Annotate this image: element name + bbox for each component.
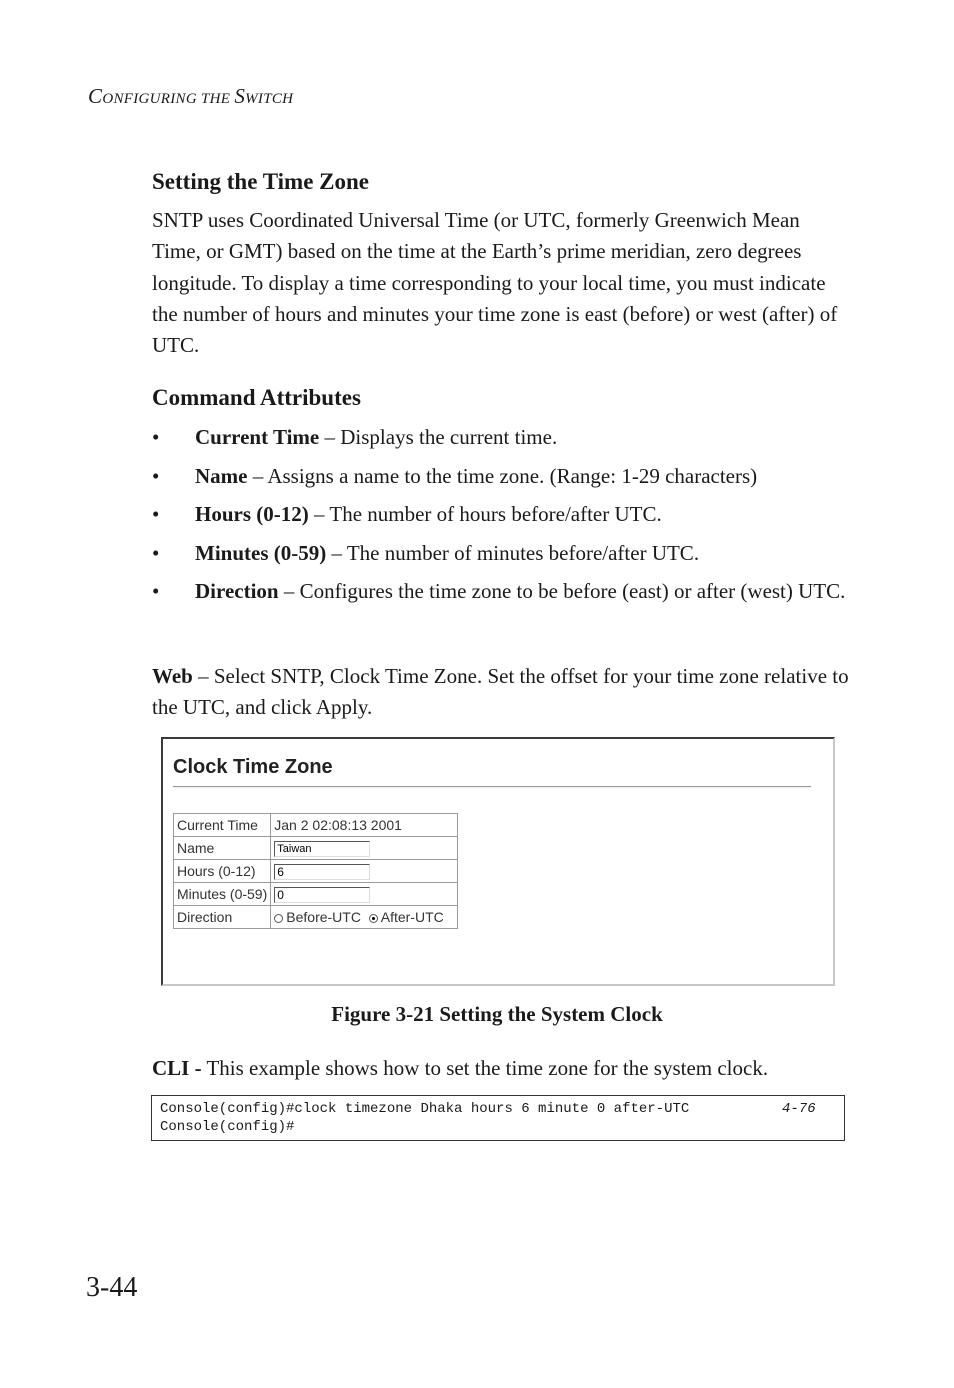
attributes-title: Command Attributes — [152, 385, 361, 410]
current-time-label: Current Time — [174, 814, 271, 837]
web-paragraph: Web – Select SNTP, Clock Time Zone. Set the offset for your time zone relative to the UTC, and click Apply. — [152, 664, 849, 720]
page-number: 3-44 — [86, 1272, 138, 1303]
minutes-label: Minutes (0-59) — [174, 883, 271, 906]
minutes-cell — [271, 883, 458, 906]
hours-input[interactable]: 6 — [274, 864, 370, 880]
name-label: Name — [174, 837, 271, 860]
after-utc-radio[interactable] — [369, 914, 378, 923]
direction-label: Direction — [174, 906, 271, 929]
cli-paragraph: CLI - This example shows how to set the time zone for the system clock. — [152, 1056, 769, 1080]
table-row — [174, 814, 458, 837]
figure-caption: Figure 3-21 Setting the System Clock — [331, 1002, 663, 1026]
code-line-1: Console(config)#clock timezone Dhaka hours 6 minute 0 after-UTC — [160, 1101, 690, 1117]
section-title: Setting the Time Zone — [152, 169, 370, 194]
figure-page-title: Clock Time Zone — [173, 756, 333, 778]
minutes-input[interactable]: 0 — [274, 887, 370, 903]
table-row — [174, 837, 458, 860]
table-row — [174, 860, 458, 883]
cli-code-block — [151, 1095, 845, 1141]
table-row — [174, 883, 458, 906]
after-utc-label: After-UTC — [380, 909, 444, 925]
name-input[interactable]: Taiwan — [274, 841, 370, 857]
code-reference: 4-76 — [782, 1101, 816, 1117]
time-zone-table — [173, 813, 458, 929]
intro-paragraph: SNTP uses Coordinated Universal Time (or UTC, formerly Greenwich Mean Time, or GMT) based on the time at the Earth’s prime meridian, zero degrees longitude. To display a time corresponding to your local time, you must indicate the number of hours and minutes your time zone is east (before) or west (after) of UTC. — [152, 208, 838, 358]
hours-cell — [271, 860, 458, 883]
before-utc-radio[interactable] — [274, 914, 283, 923]
name-cell — [271, 837, 458, 860]
running-header: CONFIGURING THE SWITCH — [88, 84, 294, 108]
title-divider — [173, 786, 811, 788]
hours-label: Hours (0-12) — [174, 860, 271, 883]
code-line-2: Console(config)# — [160, 1119, 295, 1135]
table-row — [174, 906, 458, 929]
direction-cell — [271, 906, 458, 929]
before-utc-label: Before-UTC — [286, 909, 361, 925]
current-time-value: Jan 2 02:08:13 2001 — [271, 814, 458, 837]
clock-time-zone-screenshot — [161, 737, 835, 986]
